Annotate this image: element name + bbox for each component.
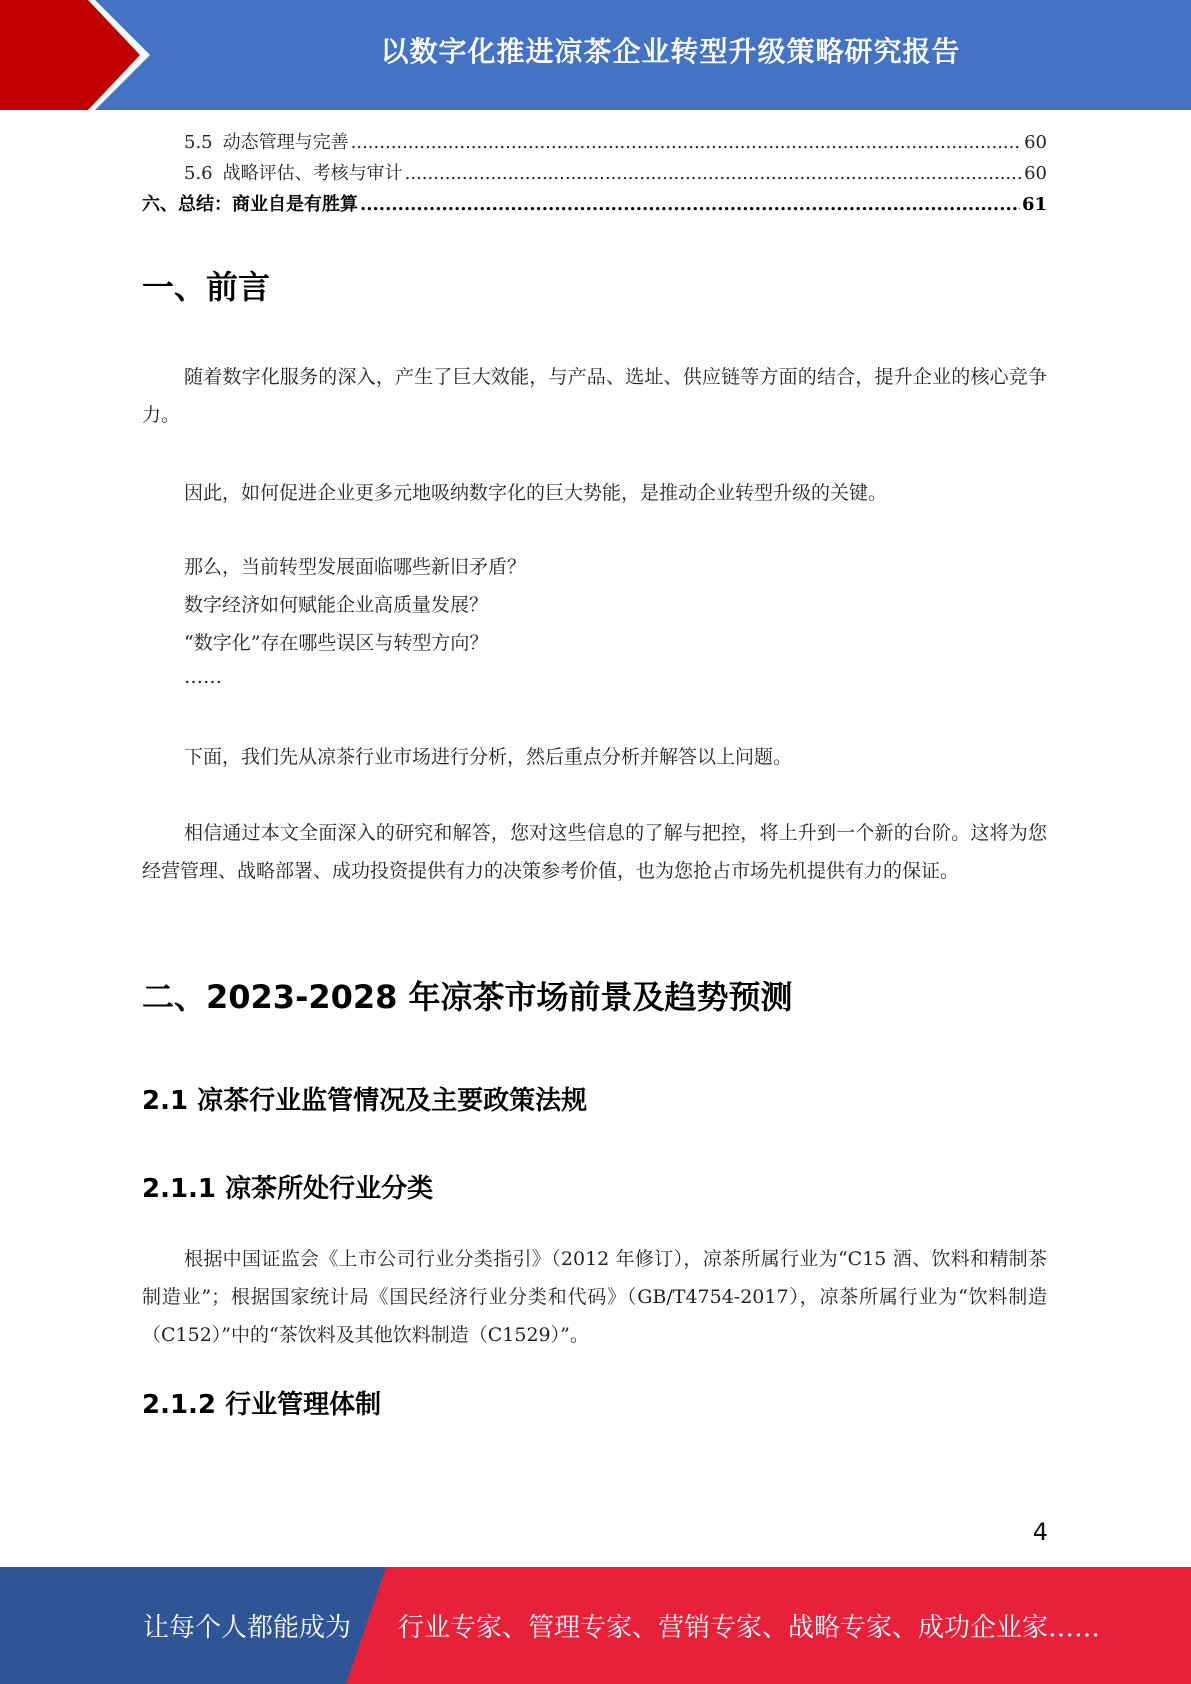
subsection-heading: 2.1 凉茶行业监管情况及主要政策法规 (142, 1086, 588, 1116)
paragraph: 随着数字化服务的深入，产生了巨大效能，与产品、选址、供应链等方面的结合，提升企业的核心竞争力。 (142, 366, 1047, 426)
subsection-heading: 2.1.2 行业管理体制 (142, 1390, 382, 1420)
toc-entry[interactable] (142, 190, 1047, 221)
footer-slogan-left: 让每个人都能成为 (143, 1613, 352, 1643)
page-number: 4 (1032, 1518, 1048, 1546)
subsection-heading: 2.1.1 凉茶所处行业分类 (142, 1174, 434, 1204)
paragraph: 相信通过本文全面深入的研究和解答，您对这些信息的了解与把控，将上升到一个新的台阶。这将为您经营管理、战略部署、成功投资提供有力的决策参考价值，也为您抢占市场先机提供有力的保证。 (142, 822, 1047, 882)
page-footer (0, 1567, 1191, 1684)
paragraph: 根据中国证监会《上市公司行业分类指引》（2012 年修订），凉茶所属行业为“C15 酒、饮料和精制茶制造业”；根据国家统计局《国民经济行业分类和代码》（GB/T4754-2017），凉茶所属行业为“饮料制造（C152）”中的“茶饮料及其他饮料制造（C1529）”。 (142, 1248, 1047, 1346)
question-line: 那么，当前转型发展面临哪些新旧矛盾？ (184, 556, 527, 578)
toc-entry[interactable] (142, 159, 1047, 190)
toc-entry-page: 61 (1021, 194, 1047, 215)
toc-entry-label: 战略评估、考核与审计 (222, 163, 403, 184)
toc-entry-label: 六、总结：商业自是有胜算 (142, 194, 358, 215)
toc-leader-dots (351, 132, 1022, 153)
header-title: 以数字化推进凉茶企业转型升级策略研究报告 (380, 35, 961, 68)
paragraph: 下面，我们先从凉茶行业市场进行分析，然后重点分析并解答以上问题。 (184, 746, 793, 768)
toc-entry-page: 60 (1024, 132, 1047, 153)
ellipsis-line: …… (184, 666, 222, 688)
table-of-contents (142, 128, 1047, 221)
page-header (0, 0, 1191, 110)
question-line: 数字经济如何赋能企业高质量发展？ (184, 594, 489, 616)
toc-leader-dots (360, 194, 1020, 215)
footer-slogan-right: 行业专家、管理专家、营销专家、战略专家、成功企业家…… (398, 1613, 1101, 1643)
toc-entry-label: 动态管理与完善 (222, 132, 349, 153)
section-heading-preface: 一、前言 (142, 268, 271, 306)
paragraph: 因此，如何促进企业更多元地吸纳数字化的巨大势能，是推动企业转型升级的关键。 (184, 482, 888, 504)
toc-entry-number: 5.6 (184, 163, 213, 184)
toc-leader-dots (405, 163, 1022, 184)
toc-entry-number: 5.5 (184, 132, 213, 153)
toc-entry-page: 60 (1024, 163, 1047, 184)
section-heading-market-outlook: 二、2023-2028 年凉茶市场前景及趋势预测 (142, 978, 793, 1016)
question-line: “数字化”存在哪些误区与转型方向？ (184, 632, 489, 654)
toc-entry[interactable] (142, 128, 1047, 159)
